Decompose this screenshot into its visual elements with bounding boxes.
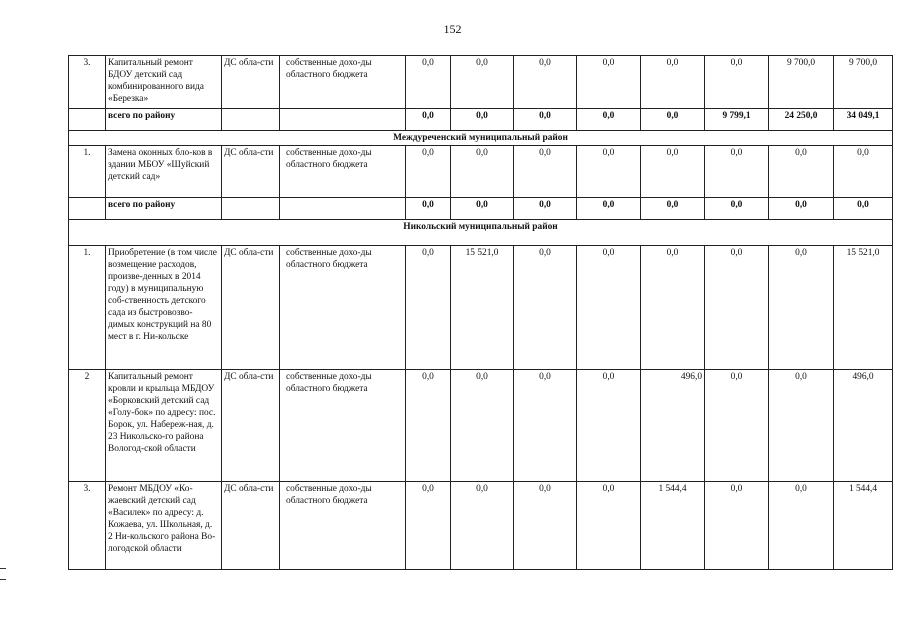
row-number: 2 bbox=[69, 370, 106, 482]
total-value-cell: 0,0 bbox=[769, 198, 834, 220]
row-number: 1. bbox=[69, 146, 106, 198]
value-cell: 0,0 bbox=[769, 482, 834, 570]
value-cell: 0,0 bbox=[577, 56, 641, 109]
total-value-cell: 0,0 bbox=[577, 109, 641, 131]
value-cell: 0,0 bbox=[769, 246, 834, 370]
row-number: 1. bbox=[69, 246, 106, 370]
funding-type: собственные дохо-ды областного бюджета bbox=[280, 370, 406, 482]
value-cell: 496,0 bbox=[834, 370, 893, 482]
total-label: всего по району bbox=[106, 198, 222, 220]
value-cell: 9 700,0 bbox=[834, 56, 893, 109]
total-value-cell: 34 049,1 bbox=[834, 109, 893, 131]
total-value-cell: 0,0 bbox=[451, 109, 514, 131]
value-cell: 496,0 bbox=[641, 370, 705, 482]
value-cell: 0,0 bbox=[705, 146, 769, 198]
total-value-cell: 0,0 bbox=[406, 109, 451, 131]
table-row bbox=[69, 370, 893, 482]
value-cell: 0,0 bbox=[641, 246, 705, 370]
value-cell: 0,0 bbox=[451, 482, 514, 570]
district-heading: Междуреченский муниципальный район bbox=[69, 131, 893, 146]
value-cell: 9 700,0 bbox=[769, 56, 834, 109]
total-value-cell: 0,0 bbox=[834, 198, 893, 220]
total-value-cell: 0,0 bbox=[514, 198, 577, 220]
value-cell: 0,0 bbox=[705, 56, 769, 109]
funding-source: ДС обла-сти bbox=[222, 146, 280, 198]
total-value-cell: 0,0 bbox=[406, 198, 451, 220]
value-cell: 0,0 bbox=[406, 56, 451, 109]
funding-source: ДС обла-сти bbox=[222, 370, 280, 482]
table-row bbox=[69, 56, 893, 109]
value-cell: 0,0 bbox=[451, 370, 514, 482]
item-name: Ремонт МБДОУ «Ко-жаевский детский сад «Василек» по адресу: д. Кожаева, ул. Школьная, д. 2 Ни-кольского района Во-логодской области bbox=[106, 482, 222, 570]
district-heading-row bbox=[69, 131, 893, 146]
value-cell: 0,0 bbox=[406, 146, 451, 198]
funding-source: ДС обла-сти bbox=[222, 482, 280, 570]
table-row bbox=[69, 482, 893, 570]
value-cell: 0,0 bbox=[406, 246, 451, 370]
total-value-cell: 0,0 bbox=[577, 198, 641, 220]
value-cell: 15 521,0 bbox=[451, 246, 514, 370]
row-number: 3. bbox=[69, 56, 106, 109]
value-cell: 15 521,0 bbox=[834, 246, 893, 370]
value-cell: 0,0 bbox=[705, 246, 769, 370]
total-value-cell: 0,0 bbox=[451, 198, 514, 220]
total-value-cell: 0,0 bbox=[705, 198, 769, 220]
table-row bbox=[69, 109, 893, 131]
value-cell: 0,0 bbox=[406, 370, 451, 482]
value-cell: 0,0 bbox=[514, 482, 577, 570]
item-name: Замена оконных бло-ков в здании МБОУ «Шуйский детский сад» bbox=[106, 146, 222, 198]
district-heading-row bbox=[69, 220, 893, 246]
value-cell: 0,0 bbox=[514, 370, 577, 482]
value-cell: 0,0 bbox=[705, 370, 769, 482]
total-value-cell: 0,0 bbox=[641, 109, 705, 131]
funding-type: собственные дохо-ды областного бюджета bbox=[280, 246, 406, 370]
value-cell: 0,0 bbox=[769, 146, 834, 198]
table-row bbox=[69, 246, 893, 370]
value-cell: 0,0 bbox=[451, 56, 514, 109]
value-cell: 1 544,4 bbox=[834, 482, 893, 570]
value-cell: 0,0 bbox=[406, 482, 451, 570]
total-value-cell: 9 799,1 bbox=[705, 109, 769, 131]
value-cell: 0,0 bbox=[514, 56, 577, 109]
row-number: 3. bbox=[69, 482, 106, 570]
district-heading: Никольский муниципальный район bbox=[69, 220, 893, 246]
scan-edge-mark bbox=[0, 579, 6, 580]
value-cell: 0,0 bbox=[577, 482, 641, 570]
total-value-cell: 0,0 bbox=[514, 109, 577, 131]
item-name: Капитальный ремонт БДОУ детский сад комбинированного вида «Березка» bbox=[106, 56, 222, 109]
value-cell: 0,0 bbox=[705, 482, 769, 570]
funding-source: ДС обла-сти bbox=[222, 56, 280, 109]
total-value-cell: 24 250,0 bbox=[769, 109, 834, 131]
value-cell: 0,0 bbox=[577, 146, 641, 198]
value-cell: 0,0 bbox=[641, 56, 705, 109]
funding-type: собственные дохо-ды областного бюджета bbox=[280, 146, 406, 198]
table-row bbox=[69, 146, 893, 198]
value-cell: 1 544,4 bbox=[641, 482, 705, 570]
total-value-cell: 0,0 bbox=[641, 198, 705, 220]
scan-edge-mark bbox=[0, 568, 6, 569]
value-cell: 0,0 bbox=[577, 370, 641, 482]
value-cell: 0,0 bbox=[451, 146, 514, 198]
item-name: Капитальный ремонт кровли и крыльца МБДОУ «Борковский детский сад «Голу-бок» по адресу: пос. Борок, ул. Набереж-ная, д. 23 Никольско-го района Вологод-ской области bbox=[106, 370, 222, 482]
value-cell: 0,0 bbox=[641, 146, 705, 198]
value-cell: 0,0 bbox=[514, 246, 577, 370]
value-cell: 0,0 bbox=[769, 370, 834, 482]
funding-type: собственные дохо-ды областного бюджета bbox=[280, 56, 406, 109]
value-cell: 0,0 bbox=[514, 146, 577, 198]
value-cell: 0,0 bbox=[577, 246, 641, 370]
budget-table bbox=[68, 55, 893, 570]
value-cell: 0,0 bbox=[834, 146, 893, 198]
funding-source: ДС обла-сти bbox=[222, 246, 280, 370]
funding-type: собственные дохо-ды областного бюджета bbox=[280, 482, 406, 570]
item-name: Приобретение (в том числе возмещение расходов, произве-денных в 2014 году) в муниципальную соб-ственность детского сада из быстровозво-димых конструкций на 80 мест в г. Ни-кольске bbox=[106, 246, 222, 370]
table-row bbox=[69, 198, 893, 220]
total-label: всего по району bbox=[106, 109, 222, 131]
page-number: 152 bbox=[443, 22, 462, 36]
